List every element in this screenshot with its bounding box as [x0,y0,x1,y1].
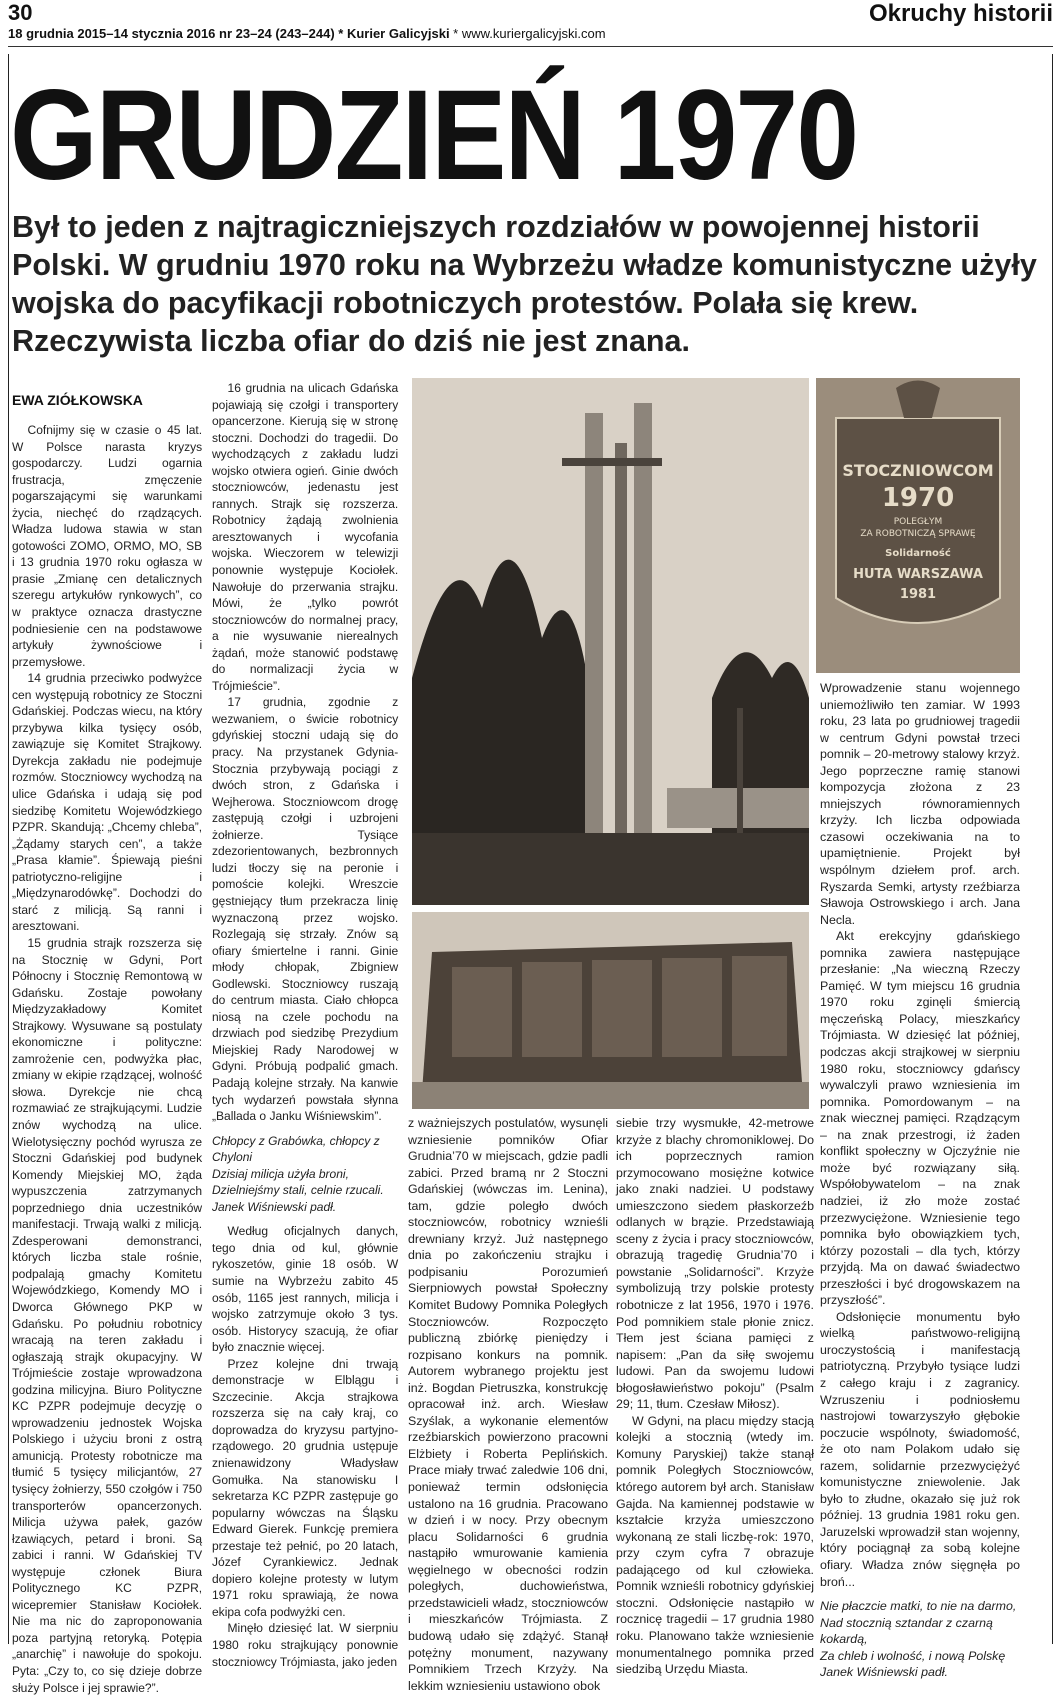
page-number: 30 [8,0,33,25]
issue-date-line [8,26,606,41]
paragraph: Akt erekcyjny gdańskiego pomnika zawiera następujące przesłanie: „Na wieczną Rzeczy Pamięć. W tym miejscu 16 grudnia 1970 roku zginęli śmiercią męczeńską Polacy, mieszkańcy Trójmiasta. W dziesięć lat później, podczas akcji strajkowej w sierpniu 1980 roku, stoczniowcy gdańscy wywalczyli prawo wzniesienia im pomnika. Pomordowanym – na znak wiecznej pamięci. Rządzącym – na znak przestrogi, iż żaden konflikt społeczny w Ojczyźnie nie może być rozwiązany siłą. Współobywatelom – na znak nadziei, iż zło może zostać przezwyciężone. Wzniesienie tego pomnika było obowiązkiem tych, którzy pozostali – dla tych, którzy przyjdą. Ma on dawać świadectwo przeszłości i być drogowskazem na przyszłość”. [820,929,1020,1308]
paragraph: Przez kolejne dni trwają demonstracje w Elblągu i Szczecinie. Akcja strajkowa rozszerza się na cały kraj, co doprowadza do kryzysu partyjno-rządowego. 20 grudnia ustępuje znienawidzony Władysław Gomułka. Na stanowisku I sekretarza KC PZPR zastępuje go popularny wówczas na Śląsku Edward Gierek. Funkcję premiera przestaje też pełnić, po 20 latach, Józef Cyrankiewicz. Jednak dopiero kolejne protesty w lutym 1971 roku sprawiają, że nowa ekipa cofa podwyżki cen. [212,1356,399,1619]
lead-paragraph: Był to jeden z najtragiczniejszych rozdziałów w powojennej historii Polski. W grudniu 1970 roku na Wybrzeżu władze komunistyczne użyły wojska do pacyfikacji robotniczych protestów. Polała się krew. Rzeczywista liczba ofiar do dziś nie jest znana. [12,210,1037,358]
paragraph: W Gdyni, na placu między stacją kolejki a stocznią (wtedy im. Komuny Paryskiej) także stanął pomnik Poległych Stoczniowców, którego autorem był arch. Stanisław Gajda. Na kamiennej podstawie w kształcie krzyża umieszczono wykonaną ze stali liczbę-rok: 1970, przy czym cyfra 7 obrazuje padającego od kul człowieka. Pomnik wznieśli robotnicy gdyńskiej stoczni. Odsłonięcie nastąpiło w rocznicę tragedii – 17 grudnia 1980 roku. Planowano także wzniesienie monumentalnego pomnika przed siedzibą Urzędu Miasta. [616,1413,814,1677]
plaque-year: 1981 [899,587,937,602]
relief-photo [412,912,809,1109]
paragraph: siebie trzy wysmukłe, 42-metrowe krzyże z blachy chromoniklowej. Do ich poprzecznych ramion przymocowano mosiężne kotwice jako znaki nadziei. U podstawy umieszczono siedem płaskorzeźb odlanych w brązie. Przedstawiają sceny z życia i pracy stoczniowców, obrazują tragedię Grudnia’70 i powstanie „Solidarności”. Krzyże symbolizują trzy polskie protesty robotnicze z lat 1956, 1970 i 1976. Pod pomnikiem stale płonie znicz. Tłem jest ściana pamięci z napisem: „Pan da siłę swojemu ludowi. Pan da swojemu ludowi błogosławieństwo pokoju” (Psalm 29; 11, tłum. Czesław Miłosz). [616,1116,814,1412]
relief-illustration [412,912,809,1109]
paragraph: Wprowadzenie stanu wojennego uniemożliwiło ten zamiar. W 1993 roku, 23 lata po grudniowej tragedii w centrum Gdyni powstał trzeci pomnik – 20-metrowy stalowy krzyż. Jego poprzeczne ramię stanowi kompozycja złożona z 23 mniejszych równoramiennych krzyży. Ich liczba odpowiada czasowi oczekiwania na to upamiętnienie. Projekt był wspólnym dziełem prof. arch. Ryszarda Semki, artysty rzeźbiarza Sławoja Ostrowskiego i arch. Jana Necla. [820,681,1020,927]
plaque-text: STOCZNIOWCOM [842,461,994,480]
paragraph: 14 grudnia przeciwko podwyżce cen występują robotnicy ze Stoczni Gdańskiej. Podczas wiecu, na który przybywa kilka tysięcy osób, zawiązuje się Komitet Strajkowy. Dyrekcja zakładu nie podejmuje rozmów. Stoczniowcy wychodzą na ulice Gdańska i udają się pod siedzibę Komitetu Wojewódzkiego PZPR. Skandują: „Chcemy chleba”, „Żądamy starych cen”, a także „Prasa kłamie”. Śpiewają pieśni patriotyczno-religijne i „Międzynarodówkę”. Dochodzi do starć z milicją. Są ranni i aresztowani. [12,671,203,934]
column-4 [616,1115,814,1678]
plaque-illustration [816,378,1020,673]
column-3 [408,1115,608,1694]
section-title: Okruchy historii [868,0,1053,27]
plaque-photo [816,378,1020,673]
paragraph: Minęło dziesięć lat. W sierpniu 1980 roku strajkujący ponownie stoczniowcy Trójmiasta, jako jeden [212,1621,399,1669]
column-2 [212,380,398,1670]
ballad-quote: Nie płaczcie matki, to nie na darmo, Nad stocznią sztandar z czarną kokardą, Za chleb i wolność, i nową Polskę Janek Wiśniewski padł. [820,1599,1017,1680]
headline: GRUDZIEŃ 1970 [10,64,858,207]
monument-illustration [412,378,809,905]
plaque-text: Solidarność [885,548,951,559]
header-rule [8,46,1053,47]
paragraph: Odsłonięcie monumentu było wielką państwowo-religijną uroczystością i manifestacją patriotyczną. Przybyło tysiące ludzi z całego kraju i z zagranicy. Wzruszeniu i podniosłemu nastrojowi towarzyszyło głębokie poczucie wspólnoty, świadomość, że oto nam Polakom udało się razem, solidarnie przezwyciężyć komunistyczne zniewolenie. Jak było to złudne, okazało się już rok później. 13 grudnia 1981 roku gen. Jaruzelski wprowadził stan wojenny, który pociągnął za sobą kolejne ofiary. Władza znów sięgnęła po broń... [820,1309,1020,1589]
plaque-year: 1970 [881,483,955,513]
paragraph: 16 grudnia na ulicach Gdańska pojawiają się czołgi i transportery opancerzone. Kierują się w stronę stoczni. Dochodzi do tragedii. Do wychodzących z zakładu ludzi wojsko otwiera ogień. Ginie dwóch stoczniowców, jedenastu jest rannych. Strajk się rozszerza. Robotnicy żądają zwolnienia aresztowanych i wycofania wojska. Wieczorem w telewizji ponownie występuje Kociołek. Nawołuje do przerwania strajku. Mówi, że „tylko powrót stoczniowców do normalnej pracy, a nie wysuwanie nierealnych żądań, może stanowić podstawę do normalizacji życia w Trójmieście”. [212,381,399,693]
paragraph: 17 grudnia, zgodnie z wezwaniem, o świcie robotnicy gdyńskiej stoczni udają się do pracy. Na przystanek Gdynia-Stocznia przybywają pociągi z dwóch stron, z Gdańska i Wejherowa. Stoczniowcom drogę zastępują czołgi i uzbrojeni żołnierze. Tysiące zdezorientowanych, bezbronnych ludzi tłoczy się na peronie i pomoście kolejki. Wreszcie gęstniejący tłum przekracza linię wyznaczoną przez wojsko. Rozlegają się strzały. Znów są ofiary śmiertelne i ranni. Ginie młody chłopak, Zbigniew Godlewski. Stoczniowcy ruszają do centrum miasta. Ciało chłopca niosą na czele pochodu na drzwiach pod siedzibę Prezydium Miejskiej Rady Narodowej w Gdyni. Próbują podpalić gmach. Padają kolejne strzały. Na kanwie tych wydarzeń powstała słynna „Ballada o Janku Wiśniewskim”. [212,695,399,1124]
paragraph: 15 grudnia strajk rozszerza się na Stocznię w Gdyni, Port Północny i Stocznię Remontową w Gdańsku. Zostaje powołany Międzyzakładowy Komitet Strajkowy. Wysuwane są postulaty ekonomiczne i polityczne: zamrożenie cen, podwyżka płac, zmiany w ekipie rządzącej, wolność słowa. Dyrekcje nie chcą rozmawiać ze strajkującymi. Ludzie znów wychodzą na ulice. Wielotysięczny pochód wyrusza ze Stoczni Gdańskiej pod budynek Komendy Miejskiej MO, żąda wypuszczenia zatrzymanych poprzedniego dnia uczestników manifestacji. Trwają walki z milicją. Zdesperowani demonstranci, których liczba stale rośnie, podpalają gmachy Komitetu Wojewódzkiego, Komendy MO i Dworca Głównego PKP w Gdańsku. Po południu robotnicy wracają na teren zakładu i ogłaszają strajk okupacyjny. W Trójmieście zostaje wprowadzona godzina milicyjna. Biuro Polityczne KC PZPR podejmuje decyzję o wprowadzeniu jednostek Wojska Polskiego i użyciu broni z ostrą amunicją. Protesty robotnicze ma tłumić 5 tysięcy milicjantów, 27 tysięcy żołnierzy, 550 czołgów i 750 transporterów opancerzonych. Milicja używa pałek, gazów łzawiących, petard i broni. Są zabici i ranni. W Gdańskiej TV występuje członek Biura Politycznego KC PZPR, wicepremier Stanisław Kociołek. Nie ma nic do zaproponowania poza partyjną retoryką. Potępia „anarchię” i nawołuje do spokoju. Pyta: „Czy to, co się dzieje dobrze służy Polsce i jej sprawie?”. [12,935,203,1695]
byline: EWA ZIÓŁKOWSKA [12,392,143,408]
paragraph: Cofnijmy się w czasie o 45 lat. W Polsce narasta kryzys gospodarczy. Ludzi ogarnia frustracja, zmęczenie pogarszającymi się warunkami życia, niechęć do rządzących. Władza ludowa stawia w stan gotowości ZOMO, ORMO, MO, SB i 13 grudnia 1970 roku ogłasza w prasie „Zmianę cen detalicznych szeregu artykułów rynkowych”, co w praktyce oznacza drastyczne podniesienie cen na podstawowe artykuły żywnościowe i przemysłowe. [12,423,203,669]
ballad-quote: Chłopcy z Grabówka, chłopcy z Chyloni Dzisiaj milicja użyła broni, Dzielniejśmy stali, celnie rzucali. Janek Wiśniewski padł. [212,1133,384,1214]
paragraph: z ważniejszych postulatów, wysunęli wzniesienie pomników Ofiar Grudnia’70 w miejscach, gdzie padli zabici. Przed bramą nr 2 Stoczni Gdańskiej (wówczas im. Lenina), tam, gdzie poległo dwóch stoczniowców, robotnicy wznieśli drewniany krzyż. Już następnego dnia po zakończeniu strajku i podpisaniu Porozumień Sierpniowych powstał Społeczny Komitet Budowy Pomnika Poległych Stoczniowców. Rozpoczęto publiczną zbiórkę pieniędzy i rozpisano konkurs na pomnik. Autorem wybranego projektu jest inż. Bogdan Pietruszka, konstrukcję opracował inż. arch. Wiesław Szyślak, a wykonanie elementów rzeźbiarskich powierzono pracowni Elżbiety i Roberta Peplińskich. Prace miały trwać zaledwie 106 dni, ponieważ termin odsłonięcia ustalono na 16 grudnia. Pracowano w dzień i w nocy. Przy obecnym placu Solidarności 6 grudnia nastąpiło wmurowanie kamienia węgielnego w obecności rodzin poległych, duchowieństwa, przedstawicieli władz, stoczniowców i mieszkańców Trójmiasta. Z budową udało się zdążyć. Stanął potężny monument, nazywany Pomnikiem Trzech Krzyży. Na lekkim wzniesieniu ustawiono obok [408,1116,608,1693]
paragraph: Według oficjalnych danych, tego dnia od kul, głównie rykoszetów, ginie 18 osób. W sumie na Wybrzeżu zabito 45 osób, 1165 jest rannych, milicja i wojsko zatrzymuje około 3 tys. osób. Historycy szacują, że ofiar było znacznie więcej. [212,1224,399,1355]
plaque-text: ZA ROBOTNICZĄ SPRAWĘ [860,529,976,539]
frame-right [1052,54,1053,1644]
column-1 [12,422,202,1696]
plaque-text: HUTA WARSZAWA [853,567,983,582]
plaque-text: POLEGŁYM [893,517,943,527]
issue-date-bold: 18 grudnia 2015–14 stycznia 2016 nr 23–24 (243–244) * Kurier Galicyjski [8,26,450,41]
website-url: * www.kuriergalicyjski.com [449,26,606,41]
frame-left [8,54,9,1644]
monument-photo [412,378,809,905]
column-5 [820,680,1020,1681]
